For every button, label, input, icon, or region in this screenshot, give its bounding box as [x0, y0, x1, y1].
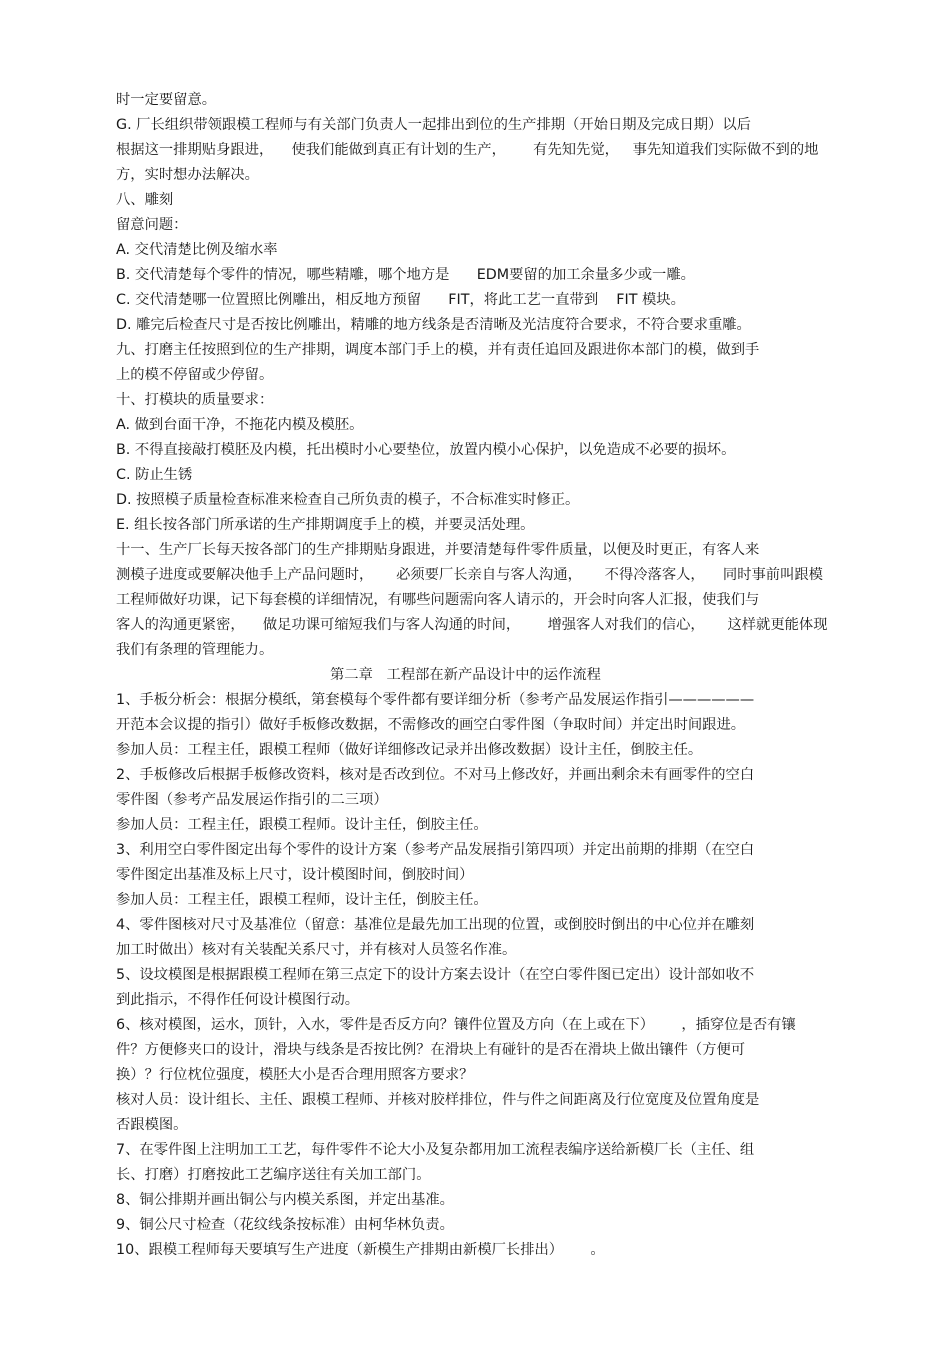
section-heading: 九、打磨主任按照到位的生产排期，调度本部门手上的模，并有责任追回及跟进你本部门的模，做到手: [116, 342, 760, 358]
text-line: 我们有条理的管理能力。: [116, 642, 274, 658]
text-line: 10、跟模工程师每天要填写生产进度（新模生产排期由新模厂长排出） 。: [116, 1242, 605, 1258]
text-line: B. 交代清楚每个零件的情况，哪些精雕，哪个地方是 EDM要留的加工余量多少或一雕。: [116, 267, 695, 283]
text-line: 留意问题：: [116, 217, 188, 233]
text-line: 客人的沟通更紧密， 做足功课可缩短我们与客人沟通的时间， 增强客人对我们的信心， 这样就更能体现: [116, 617, 828, 633]
text-line: 参加人员：工程主任，跟模工程师。设计主任，倒胶主任。: [116, 817, 488, 833]
text-line: 上的模不停留或少停留。: [116, 367, 274, 383]
text-line: 开范本会议提的指引）做好手板修改数据，不需修改的画空白零件图（争取时间）并定出时间跟进。: [116, 717, 746, 733]
text-line: 核对人员：设计组长、主任、跟模工程师、并核对胶样排位，件与件之间距离及行位宽度及位置角度是: [116, 1092, 760, 1108]
text-line: 5、设坟模图是根据跟模工程师在第三点定下的设计方案去设计（在空白零件图已定出）设计部如收不: [116, 967, 755, 983]
text-line: 3、利用空白零件图定出每个零件的设计方案（参考产品发展指引第四项）并定出前期的排期（在空白: [116, 842, 755, 858]
text-line: 7、在零件图上注明加工工艺，每件零件不论大小及复杂都用加工流程表编序送给新模厂长（主任、组: [116, 1142, 755, 1158]
section-heading: 十、打模块的质量要求：: [116, 392, 274, 408]
text-line: 工程师做好功课，记下每套模的详细情况，有哪些问题需向客人请示的，开会时向客人汇报，使我们与: [116, 592, 760, 608]
text-line: 9、铜公尺寸检查（花纹线条按标准）由柯华林负责。: [116, 1217, 454, 1233]
text-line: C. 交代清楚哪一位置照比例雕出，相反地方预留 FIT，将此工艺一直带到 FIT 模块。: [116, 292, 685, 308]
text-line: 换）？行位枕位强度，模胚大小是否合理用照客方要求？: [116, 1067, 474, 1083]
text-line: C. 防止生锈: [116, 467, 193, 483]
section-heading: 十一、生产厂长每天按各部门的生产排期贴身跟进，并要清楚每件零件质量，以便及时更正，有客人来: [116, 542, 760, 558]
text-line: E. 组长按各部门所承诺的生产排期调度手上的模，并要灵活处理。: [116, 517, 535, 533]
text-line: 时一定要留意。: [116, 92, 217, 108]
text-line: 零件图定出基准及标上尺寸，设计模图时间，倒胶时间）: [116, 867, 474, 883]
text-line: 到此指示，不得作任何设计模图行动。: [116, 992, 360, 1008]
text-line: 参加人员：工程主任，跟模工程师（做好详细修改记录并出修改数据）设计主任，倒胶主任。: [116, 742, 703, 758]
text-line: A. 交代清楚比例及缩水率: [116, 242, 278, 258]
text-line: 1、手板分析会：根据分模纸，第套模每个零件都有要详细分析（参考产品发展运作指引——————: [116, 692, 755, 708]
text-line: 参加人员：工程主任，跟模工程师，设计主任，倒胶主任。: [116, 892, 488, 908]
text-line: A. 做到台面干净，不拖花内模及模胚。: [116, 417, 364, 433]
text-line: 零件图（参考产品发展运作指引的二三项）: [116, 792, 388, 808]
text-line: 件？方便修夹口的设计，滑块与线条是否按比例？在滑块上有碰针的是否在滑块上做出镶件（方便可: [116, 1042, 746, 1058]
text-line: G. 厂长组织带领跟模工程师与有关部门负责人一起排出到位的生产排期（开始日期及完成日期）以后: [116, 117, 751, 133]
text-line: 4、零件图核对尺寸及基准位（留意：基准位是最先加工出现的位置，或倒胶时倒出的中心位并在雕刻: [116, 917, 755, 933]
text-line: 2、手板修改后根据手板修改资料，核对是否改到位。不对马上修改好，并画出剩余未有画零件的空白: [116, 767, 755, 783]
text-line: 否跟模图。: [116, 1117, 188, 1133]
text-line: 6、核对模图，运水，顶针，入水，零件是否反方向？镶件位置及方向（在上或在下） ，插穿位是否有镶: [116, 1017, 796, 1033]
text-line: 根据这一排期贴身跟进， 使我们能做到真正有计划的生产， 有先知先觉， 事先知道我们实际做不到的地: [116, 142, 819, 158]
text-line: 加工时做出）核对有关装配关系尺寸，并有核对人员签名作准。: [116, 942, 517, 958]
text-line: B. 不得直接敲打模胚及内模，托出模时小心要垫位，放置内模小心保护，以免造成不必要的损坏。: [116, 442, 736, 458]
text-line: 方，实时想办法解决。: [116, 167, 259, 183]
chapter-title: 第二章 工程部在新产品设计中的运作流程: [330, 667, 601, 683]
text-line: 8、铜公排期并画出铜公与内模关系图，并定出基准。: [116, 1192, 454, 1208]
text-line: D. 按照模子质量检查标准来检查自己所负责的模子，不合标准实时修正。: [116, 492, 580, 508]
text-line: 长、打磨）打磨按此工艺编序送往有关加工部门。: [116, 1167, 431, 1183]
text-line: D. 雕完后检查尺寸是否按比例雕出，精雕的地方线条是否清晰及光洁度符合要求，不符合要求重雕。: [116, 317, 751, 333]
text-line: 测模子进度或要解决他手上产品问题时， 必须要厂长亲自与客人沟通， 不得冷落客人， 同时事前叫跟模: [116, 567, 823, 583]
section-heading: 八、雕刻: [116, 192, 174, 208]
